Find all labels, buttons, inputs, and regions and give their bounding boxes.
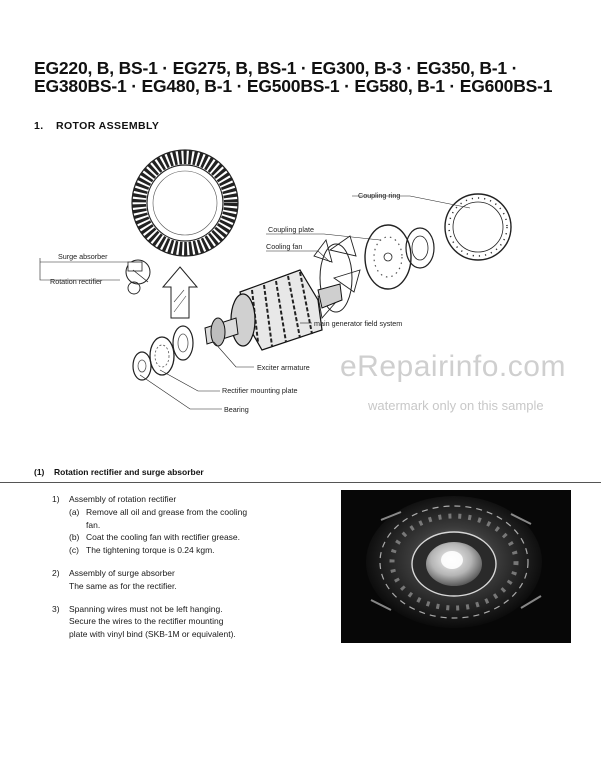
- subsection-title: Rotation rectifier and surge absorber: [54, 467, 204, 477]
- step-title: Assembly of rotation rectifier: [69, 494, 177, 504]
- step-3: [52, 603, 292, 616]
- step-1b: [69, 531, 292, 544]
- step-text-line: fan.: [86, 519, 101, 530]
- coupling-ring-illustration: [445, 194, 511, 260]
- label-rectifier-mounting-plate: Rectifier mounting plate: [222, 386, 298, 395]
- step-text-line: Remove all oil and grease from the cooling: [86, 506, 248, 517]
- divider: [0, 482, 601, 483]
- step-letter: (a): [69, 506, 80, 517]
- stator-ring-illustration: [132, 150, 238, 256]
- rotor-end-photo: [341, 490, 571, 643]
- coupling-plate-illustration: [365, 225, 434, 289]
- step-text: Spanning wires must not be left hanging.: [69, 603, 223, 614]
- step-letter: (b): [69, 532, 80, 543]
- step-text: The same as for the rectifier.: [69, 580, 177, 591]
- step-text: Coat the cooling fan with rectifier grease.: [86, 532, 241, 543]
- label-cooling-fan: Cooling fan: [266, 242, 303, 251]
- subsection-heading: [34, 467, 204, 477]
- step-2: [52, 567, 292, 580]
- watermark-note: watermark only on this sample: [368, 398, 544, 413]
- label-main-field-system: main generator field system: [314, 319, 403, 328]
- procedure-text: [52, 493, 292, 641]
- step-number: 3): [52, 603, 60, 614]
- step-1: [52, 493, 292, 506]
- section-heading: [34, 120, 159, 132]
- section-title: ROTOR ASSEMBLY: [56, 120, 160, 132]
- label-exciter-armature: Exciter armature: [257, 363, 310, 372]
- step-letter: (c): [69, 545, 79, 556]
- label-coupling-ring: Coupling ring: [358, 191, 401, 200]
- step-1a: [69, 506, 292, 532]
- step-text: plate with vinyl bind (SKB-1M or equivalent).: [69, 629, 236, 640]
- step-text: The tightening torque is 0.24 kgm.: [86, 545, 215, 556]
- rectifier-detail-illustration: [126, 260, 150, 294]
- cooling-fan-illustration: [314, 236, 360, 318]
- step-text: Secure the wires to the rectifier mounting: [69, 616, 224, 627]
- step-1c: [69, 544, 292, 557]
- step-number: 2): [52, 567, 60, 578]
- label-surge-absorber: Surge absorber: [58, 252, 108, 261]
- label-bearing: Bearing: [224, 405, 249, 414]
- step-text: [86, 506, 247, 532]
- step-number: 1): [52, 494, 60, 504]
- rotor-exploded-diagram: [0, 135, 601, 435]
- step-title: Assembly of surge absorber: [69, 567, 175, 578]
- assembly-arrow-icon: [163, 267, 197, 318]
- page-title-line-2: EG380BS-1 · EG480, B-1 · EG500BS-1 · EG580, B-1 · EG600BS-1: [34, 76, 553, 96]
- label-coupling-plate: Coupling plate: [268, 225, 314, 234]
- watermark-brand: eRepairinfo.com: [340, 350, 566, 383]
- page-title-line-1: EG220, B, BS-1 · EG275, B, BS-1 · EG300, B-3 · EG350, B-1 ·: [34, 58, 518, 78]
- section-number: 1.: [34, 120, 44, 132]
- label-rotation-rectifier: Rotation rectifier: [50, 277, 103, 286]
- subsection-number: (1): [34, 467, 45, 477]
